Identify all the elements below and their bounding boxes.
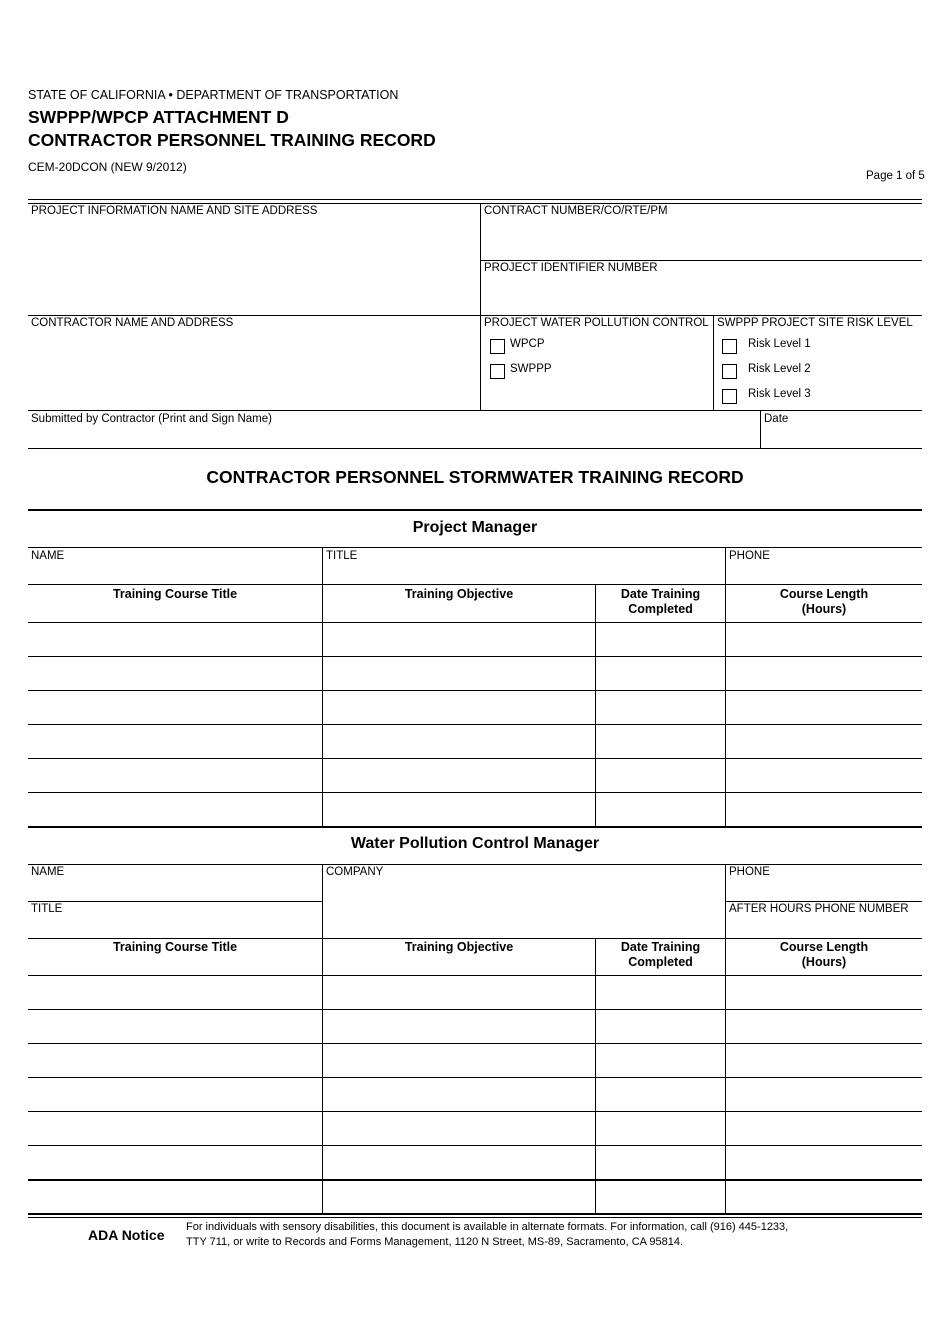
contract-number-label: CONTRACT NUMBER/CO/RTE/PM bbox=[484, 205, 668, 217]
main-title: CONTRACTOR PERSONNEL STORMWATER TRAINING RECORD bbox=[206, 467, 744, 487]
project-info-label: PROJECT INFORMATION NAME AND SITE ADDRESS bbox=[31, 205, 318, 217]
date-label: Date bbox=[764, 413, 789, 425]
swppp-checkbox[interactable] bbox=[490, 364, 505, 379]
risk-level-2-label: Risk Level 2 bbox=[748, 363, 811, 375]
project-identifier-label: PROJECT IDENTIFIER NUMBER bbox=[484, 262, 658, 274]
wpcm-col-date bbox=[596, 940, 725, 970]
wpcm-name-label: NAME bbox=[31, 866, 65, 878]
wpcm-table-row[interactable] bbox=[28, 976, 922, 1009]
form-title-line2: CONTRACTOR PERSONNEL TRAINING RECORD bbox=[28, 130, 436, 150]
date-field[interactable] bbox=[761, 411, 922, 448]
wpcm-name-field[interactable] bbox=[28, 865, 322, 901]
pm-name-label: NAME bbox=[31, 550, 65, 562]
pm-col-length bbox=[726, 587, 922, 617]
pm-table-row[interactable] bbox=[28, 657, 922, 690]
pm-col-date-line1: Date Training bbox=[620, 587, 701, 601]
agency-name: STATE OF CALIFORNIA • DEPARTMENT OF TRANSPORTATION bbox=[28, 88, 399, 102]
pm-table-row[interactable] bbox=[28, 623, 922, 656]
pm-phone-label: PHONE bbox=[729, 550, 770, 562]
wpcm-table-row[interactable] bbox=[28, 1146, 922, 1179]
page-number: Page 1 of 5 bbox=[866, 170, 925, 182]
pm-col-date-line2: Completed bbox=[628, 602, 693, 616]
contract-number-field[interactable] bbox=[481, 203, 922, 260]
wpcm-table-row[interactable] bbox=[28, 1010, 922, 1043]
risk-level-1-checkbox[interactable] bbox=[722, 339, 737, 354]
wpcm-phone-label: PHONE bbox=[729, 866, 770, 878]
pm-table-row[interactable] bbox=[28, 691, 922, 724]
wpcm-after-hours-label: AFTER HOURS PHONE NUMBER bbox=[729, 903, 909, 915]
risk-level-3-checkbox[interactable] bbox=[722, 389, 737, 404]
form-number: CEM-20DCON (NEW 9/2012) bbox=[28, 160, 187, 174]
wpcm-after-hours-field[interactable] bbox=[726, 902, 922, 938]
project-manager-title: Project Manager bbox=[412, 519, 538, 536]
wpcm-col-course-title: Training Course Title bbox=[112, 940, 238, 954]
wpcm-col-date-line1: Date Training bbox=[620, 940, 701, 954]
pm-table-row[interactable] bbox=[28, 793, 922, 826]
wpcm-company-field[interactable] bbox=[323, 865, 725, 938]
wpcm-phone-field[interactable] bbox=[726, 865, 922, 901]
wpcm-title: Water Pollution Control Manager bbox=[350, 835, 600, 852]
wpcm-title-label: TITLE bbox=[31, 903, 63, 915]
wpcm-table-row[interactable] bbox=[28, 1112, 922, 1145]
submitted-by-label: Submitted by Contractor (Print and Sign Name) bbox=[31, 413, 272, 425]
wpcm-table-row[interactable] bbox=[28, 1181, 922, 1213]
pm-title-field[interactable] bbox=[323, 548, 725, 584]
risk-level-3-label: Risk Level 3 bbox=[748, 388, 811, 400]
contractor-name-label: CONTRACTOR NAME AND ADDRESS bbox=[31, 317, 234, 329]
wpcm-col-objective: Training Objective bbox=[404, 940, 514, 954]
wpcm-company-label: COMPANY bbox=[326, 866, 384, 878]
pm-col-objective: Training Objective bbox=[404, 587, 514, 601]
risk-level-label: SWPPP PROJECT SITE RISK LEVEL bbox=[717, 317, 913, 329]
water-pollution-label: PROJECT WATER POLLUTION CONTROL bbox=[484, 317, 709, 329]
pm-table-row[interactable] bbox=[28, 725, 922, 758]
wpcm-col-date-line2: Completed bbox=[628, 955, 693, 969]
risk-level-1-label: Risk Level 1 bbox=[748, 338, 811, 350]
project-identifier-field[interactable] bbox=[481, 261, 922, 315]
pm-title-label: TITLE bbox=[326, 550, 358, 562]
wpcm-col-length bbox=[726, 940, 922, 970]
ada-notice-line2: TTY 711, or write to Records and Forms Management, 1120 N Street, MS-89, Sacramento, CA 95814. bbox=[186, 1236, 684, 1248]
wpcm-table-row[interactable] bbox=[28, 1078, 922, 1111]
ada-notice-label: ADA Notice bbox=[88, 1227, 165, 1243]
submitted-by-field[interactable] bbox=[28, 411, 760, 448]
form-title bbox=[28, 106, 436, 152]
pm-col-length-line1: Course Length bbox=[779, 587, 869, 601]
contractor-name-field[interactable] bbox=[28, 316, 480, 410]
pm-col-course-title: Training Course Title bbox=[112, 587, 238, 601]
form-title-line1: SWPPP/WPCP ATTACHMENT D bbox=[28, 107, 289, 127]
wpcp-option-label: WPCP bbox=[510, 338, 545, 350]
ada-notice-line1: For individuals with sensory disabilities, this document is available in alternate formats. For information, call (916) 445-1233, bbox=[186, 1221, 789, 1233]
pm-name-field[interactable] bbox=[28, 548, 322, 584]
risk-level-2-checkbox[interactable] bbox=[722, 364, 737, 379]
wpcm-table-row[interactable] bbox=[28, 1044, 922, 1077]
pm-table-row[interactable] bbox=[28, 759, 922, 792]
pm-phone-field[interactable] bbox=[726, 548, 922, 584]
swppp-option-label: SWPPP bbox=[510, 363, 552, 375]
project-info-field[interactable] bbox=[28, 203, 480, 315]
wpcm-col-length-line2: (Hours) bbox=[801, 955, 847, 969]
pm-col-date bbox=[596, 587, 725, 617]
wpcm-col-length-line1: Course Length bbox=[779, 940, 869, 954]
pm-col-length-line2: (Hours) bbox=[801, 602, 847, 616]
ada-notice-text bbox=[186, 1220, 788, 1250]
wpcm-title-field[interactable] bbox=[28, 902, 322, 938]
wpcp-checkbox[interactable] bbox=[490, 339, 505, 354]
